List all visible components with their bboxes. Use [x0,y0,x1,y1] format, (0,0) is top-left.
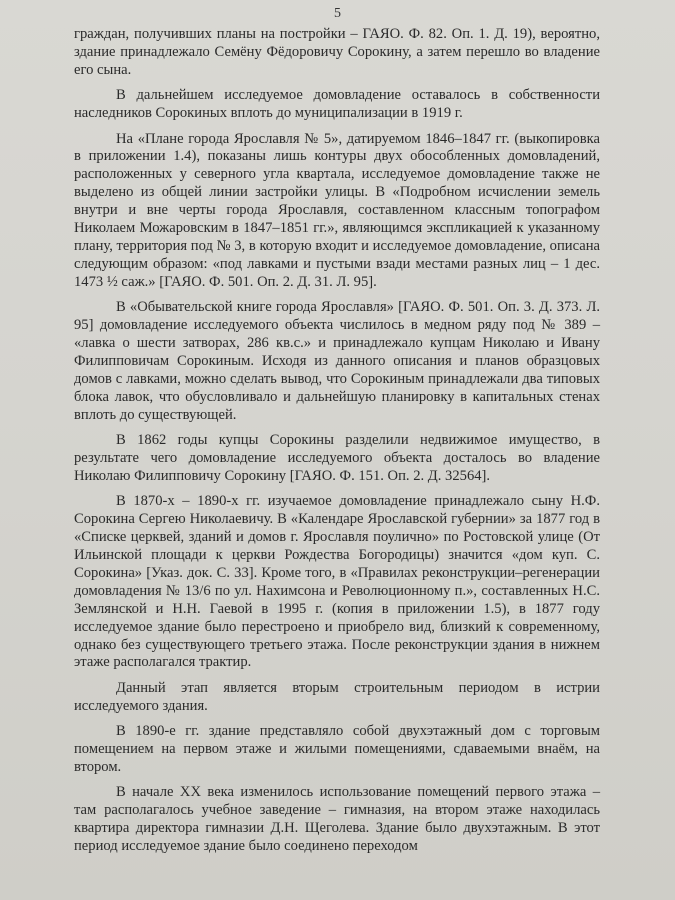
page-number: 5 [334,6,341,21]
paragraph: Данный этап является вторым строительным периодом в истрии исследуемого здания. [74,679,600,714]
paragraph: В 1870-х – 1890-х гг. изучаемое домовладение принадлежало сыну Н.Ф. Сорокина Сергею Николаевичу. В «Календаре Ярославской губернии» за 1877 год в «Списке церквей, зданий и домов г. Ярославля поулично» по Ростовской улице (От Ильинской площади к церкви Рождества Богородицы) значится «дом куп. С. Сорокина» [Указ. док. С. 33]. Кроме того, в «Правилах реконструкции–регенерации домовладения № 13/6 по ул. Нахимсона и Революционному п.», составленных Н.С. Землянской и Н.Н. Гаевой в 1995 г. (копия в приложении 1.5), в 1877 году исследуемое здание было перестроено и приобрело вид, близкий к современному, однако без существующего третьего этажа. После реконструкции здания в нижнем этаже располагался трактир. [74,493,600,671]
body-text [74,26,600,863]
paragraph: В дальнейшем исследуемое домовладение оставалось в собственности наследников Сорокиных вплоть до муниципализации в 1919 г. [74,87,600,122]
paragraph: В начале XX века изменилось использование помещений первого этажа – там располагалось учебное заведение – гимназия, на втором этаже находилась квартира директора гимназии Д.Н. Щеголева. Здание было двухэтажным. В этот период исследуемое здание было соединено переходом [74,784,600,855]
paragraph: граждан, получивших планы на постройки – ГАЯО. Ф. 82. Оп. 1. Д. 19), вероятно, здание принадлежало Семёну Фёдоровичу Сорокину, а затем перешло во владение его сына. [74,26,600,78]
paragraph: В 1862 годы купцы Сорокины разделили недвижимое имущество, в результате чего домовладение исследуемого объекта досталось во владение Николаю Филипповичу Сорокину [ГАЯО. Ф. 151. Оп. 2. Д. 32564]. [74,432,600,484]
paragraph: В 1890-е гг. здание представляло собой двухэтажный дом с торговым помещением на первом этаже и жилыми помещениями, сдаваемыми внаём, на втором. [74,723,600,775]
paragraph: В «Обывательской книге города Ярославля» [ГАЯО. Ф. 501. Оп. 3. Д. 373. Л. 95] домовладение исследуемого объекта числилось в медном ряду под № 389 – «лавка о шести затворах, 286 кв.с.» и принадлежало купцам Николаю и Ивану Филипповичам Сорокиным. Исходя из данного описания и планов образцовых домов с лавками, можно сделать вывод, что Сорокиным принадлежали два типовых блока лавок, что обусловливало и дальнейшую планировку в капитальных стенах вплоть до существующей. [74,299,600,423]
paragraph: На «Плане города Ярославля № 5», датируемом 1846–1847 гг. (выкопировка в приложении 1.4), показаны лишь контуры двух обособленных домовладений, расположенных у северного угла квартала, исследуемое домовладение также не выделено из общей линии застройки улицы. В «Подробном исчислении земель внутри и вне черты города Ярославля, составленном классным топографом Николаем Можаровским в 1847–1851 гг.», являющимся экспликацией к указанному плану, территория под № 3, в которую входит и исследуемое домовладение, описана следующим образом: «под лавками и пустыми взади местами разных лиц – 1 дес. 1473 ½ саж.» [ГАЯО. Ф. 501. Оп. 2. Д. 31. Л. 95]. [74,130,600,290]
